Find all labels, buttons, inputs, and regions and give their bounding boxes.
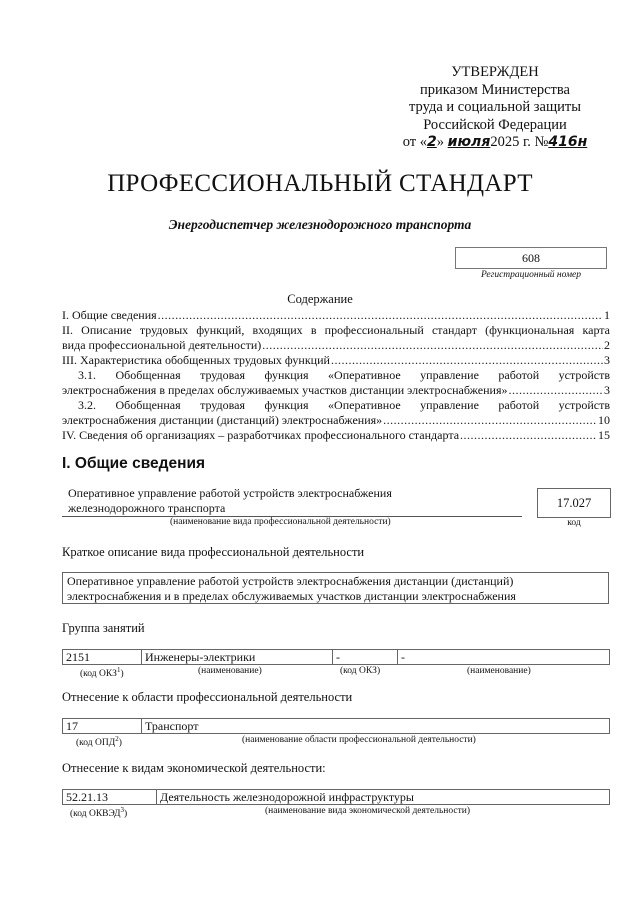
toc-leader [158, 308, 603, 321]
activity-code-box: 17.027 [537, 488, 611, 518]
toc-item-page: 3 [604, 383, 610, 397]
opd-name: Транспорт [145, 719, 199, 733]
econ-label: Отнесение к видам экономической деятельности: [62, 761, 326, 775]
toc-leader [460, 428, 597, 441]
toc-item-text: электроснабжения дистанции (дистанций) электроснабжения» [62, 413, 383, 427]
toc-item-text: I. Общие сведения [62, 308, 157, 322]
okz-name: Инженеры-электрики [145, 650, 256, 664]
okz-name-2: - [401, 650, 405, 664]
toc-item-page: 1 [604, 308, 610, 322]
toc-item-text: III. Характеристика обобщенных трудовых функций [62, 353, 330, 367]
opd-code-caption: (код ОПД$^2$) [76, 735, 122, 749]
okz-code-2-caption: (код ОКЗ) [340, 666, 381, 676]
toc-item[interactable] [62, 353, 610, 368]
toc-leader [509, 383, 604, 396]
okved-name: Деятельность железнодорожной инфраструктуры [160, 790, 414, 804]
approval-line-3: Российской Федерации [423, 116, 567, 133]
okz-code-caption: (код ОКЗ$^1$) [80, 666, 124, 680]
approval-block [380, 64, 610, 152]
order-number: 416н [548, 134, 588, 150]
toc-leader [331, 353, 603, 366]
econ-row [62, 789, 610, 805]
toc-item-text: электроснабжения в пределах обслуживаемых участков дистанции электроснабжения» [62, 383, 508, 397]
toc-item-page: 10 [598, 413, 610, 427]
short-description-label: Краткое описание вида профессиональной деятельности [62, 545, 365, 559]
registration-number-caption: Регистрационный номер [480, 270, 582, 280]
standard-name: Энергодиспетчер железнодорожного транспорта [168, 217, 472, 232]
page-title: ПРОФЕССИОНАЛЬНЫЙ СТАНДАРТ [107, 170, 533, 197]
date-year: 2025 г. № [490, 134, 549, 150]
toc-item[interactable] [62, 308, 610, 323]
toc-item-text: IV. Сведения об организациях – разработчиках профессионального стандарта [62, 428, 460, 442]
okved-code: 52.21.13 [66, 790, 108, 804]
table-of-contents [62, 308, 610, 443]
activity-kind-caption: (наименование вида профессиональной деятельности) [170, 517, 391, 527]
okved-name-caption: (наименование вида экономической деятельности) [265, 806, 470, 816]
activity-kind-name: Оперативное управление работой устройств электроснабжения железнодорожного транспорта [68, 486, 392, 515]
toc-leader [262, 338, 603, 351]
toc-item-text: 3.1. Обобщенная трудовая функция «Оперативное управление работой устройств [78, 368, 610, 382]
toc-item-page: 15 [598, 428, 610, 442]
okz-name-2-caption: (наименование) [467, 666, 531, 676]
opd-code: 17 [66, 719, 78, 733]
approval-line-2: труда и социальной защиты [409, 99, 581, 115]
okved-code-caption: (код ОКВЭД$^3$) [70, 806, 128, 820]
okz-name-caption: (наименование) [198, 666, 262, 676]
area-label: Отнесение к области профессиональной деятельности [62, 690, 353, 704]
date-day: 2 [427, 134, 437, 150]
occupation-group-label: Группа занятий [62, 621, 145, 635]
opd-name-caption: (наименование области профессиональной деятельности) [242, 735, 476, 745]
registration-number-box: 608 [455, 247, 607, 269]
toc-item[interactable] [62, 368, 610, 398]
okz-code-2: - [336, 650, 340, 664]
toc-item-text: 3.2. Обобщенная трудовая функция «Оперативное управление работой устройств [78, 398, 610, 412]
approval-line-1: приказом Министерства [420, 81, 570, 98]
toc-item-page: 2 [604, 338, 610, 352]
activity-code-caption: код [567, 518, 581, 528]
toc-leader [383, 413, 597, 426]
date-day-close: » [436, 134, 445, 150]
date-month: июля [447, 134, 491, 150]
toc-item-page: 3 [604, 353, 610, 367]
short-description-box: Оперативное управление работой устройств электроснабжения дистанции (дистанций) электроснабжения и в пределах обслуживаемых участков дистанции электроснабжения [62, 572, 609, 604]
okz-code: 2151 [66, 650, 90, 664]
section-heading: I. Общие сведения [62, 455, 206, 472]
toc-item-text: вида профессиональной деятельности) [62, 338, 262, 352]
toc-item[interactable] [62, 323, 610, 353]
contents-title: Содержание [287, 292, 353, 306]
occupation-row [62, 649, 610, 665]
toc-item[interactable] [62, 428, 610, 443]
toc-item[interactable] [62, 398, 610, 428]
date-prefix: от « [402, 134, 428, 150]
approved-label: УТВЕРЖДЕН [451, 64, 539, 80]
area-row [62, 718, 610, 734]
toc-item-text: II. Описание трудовых функций, входящих в профессиональный стандарт (функциональная карта [62, 323, 610, 337]
approval-date-line [380, 134, 610, 152]
